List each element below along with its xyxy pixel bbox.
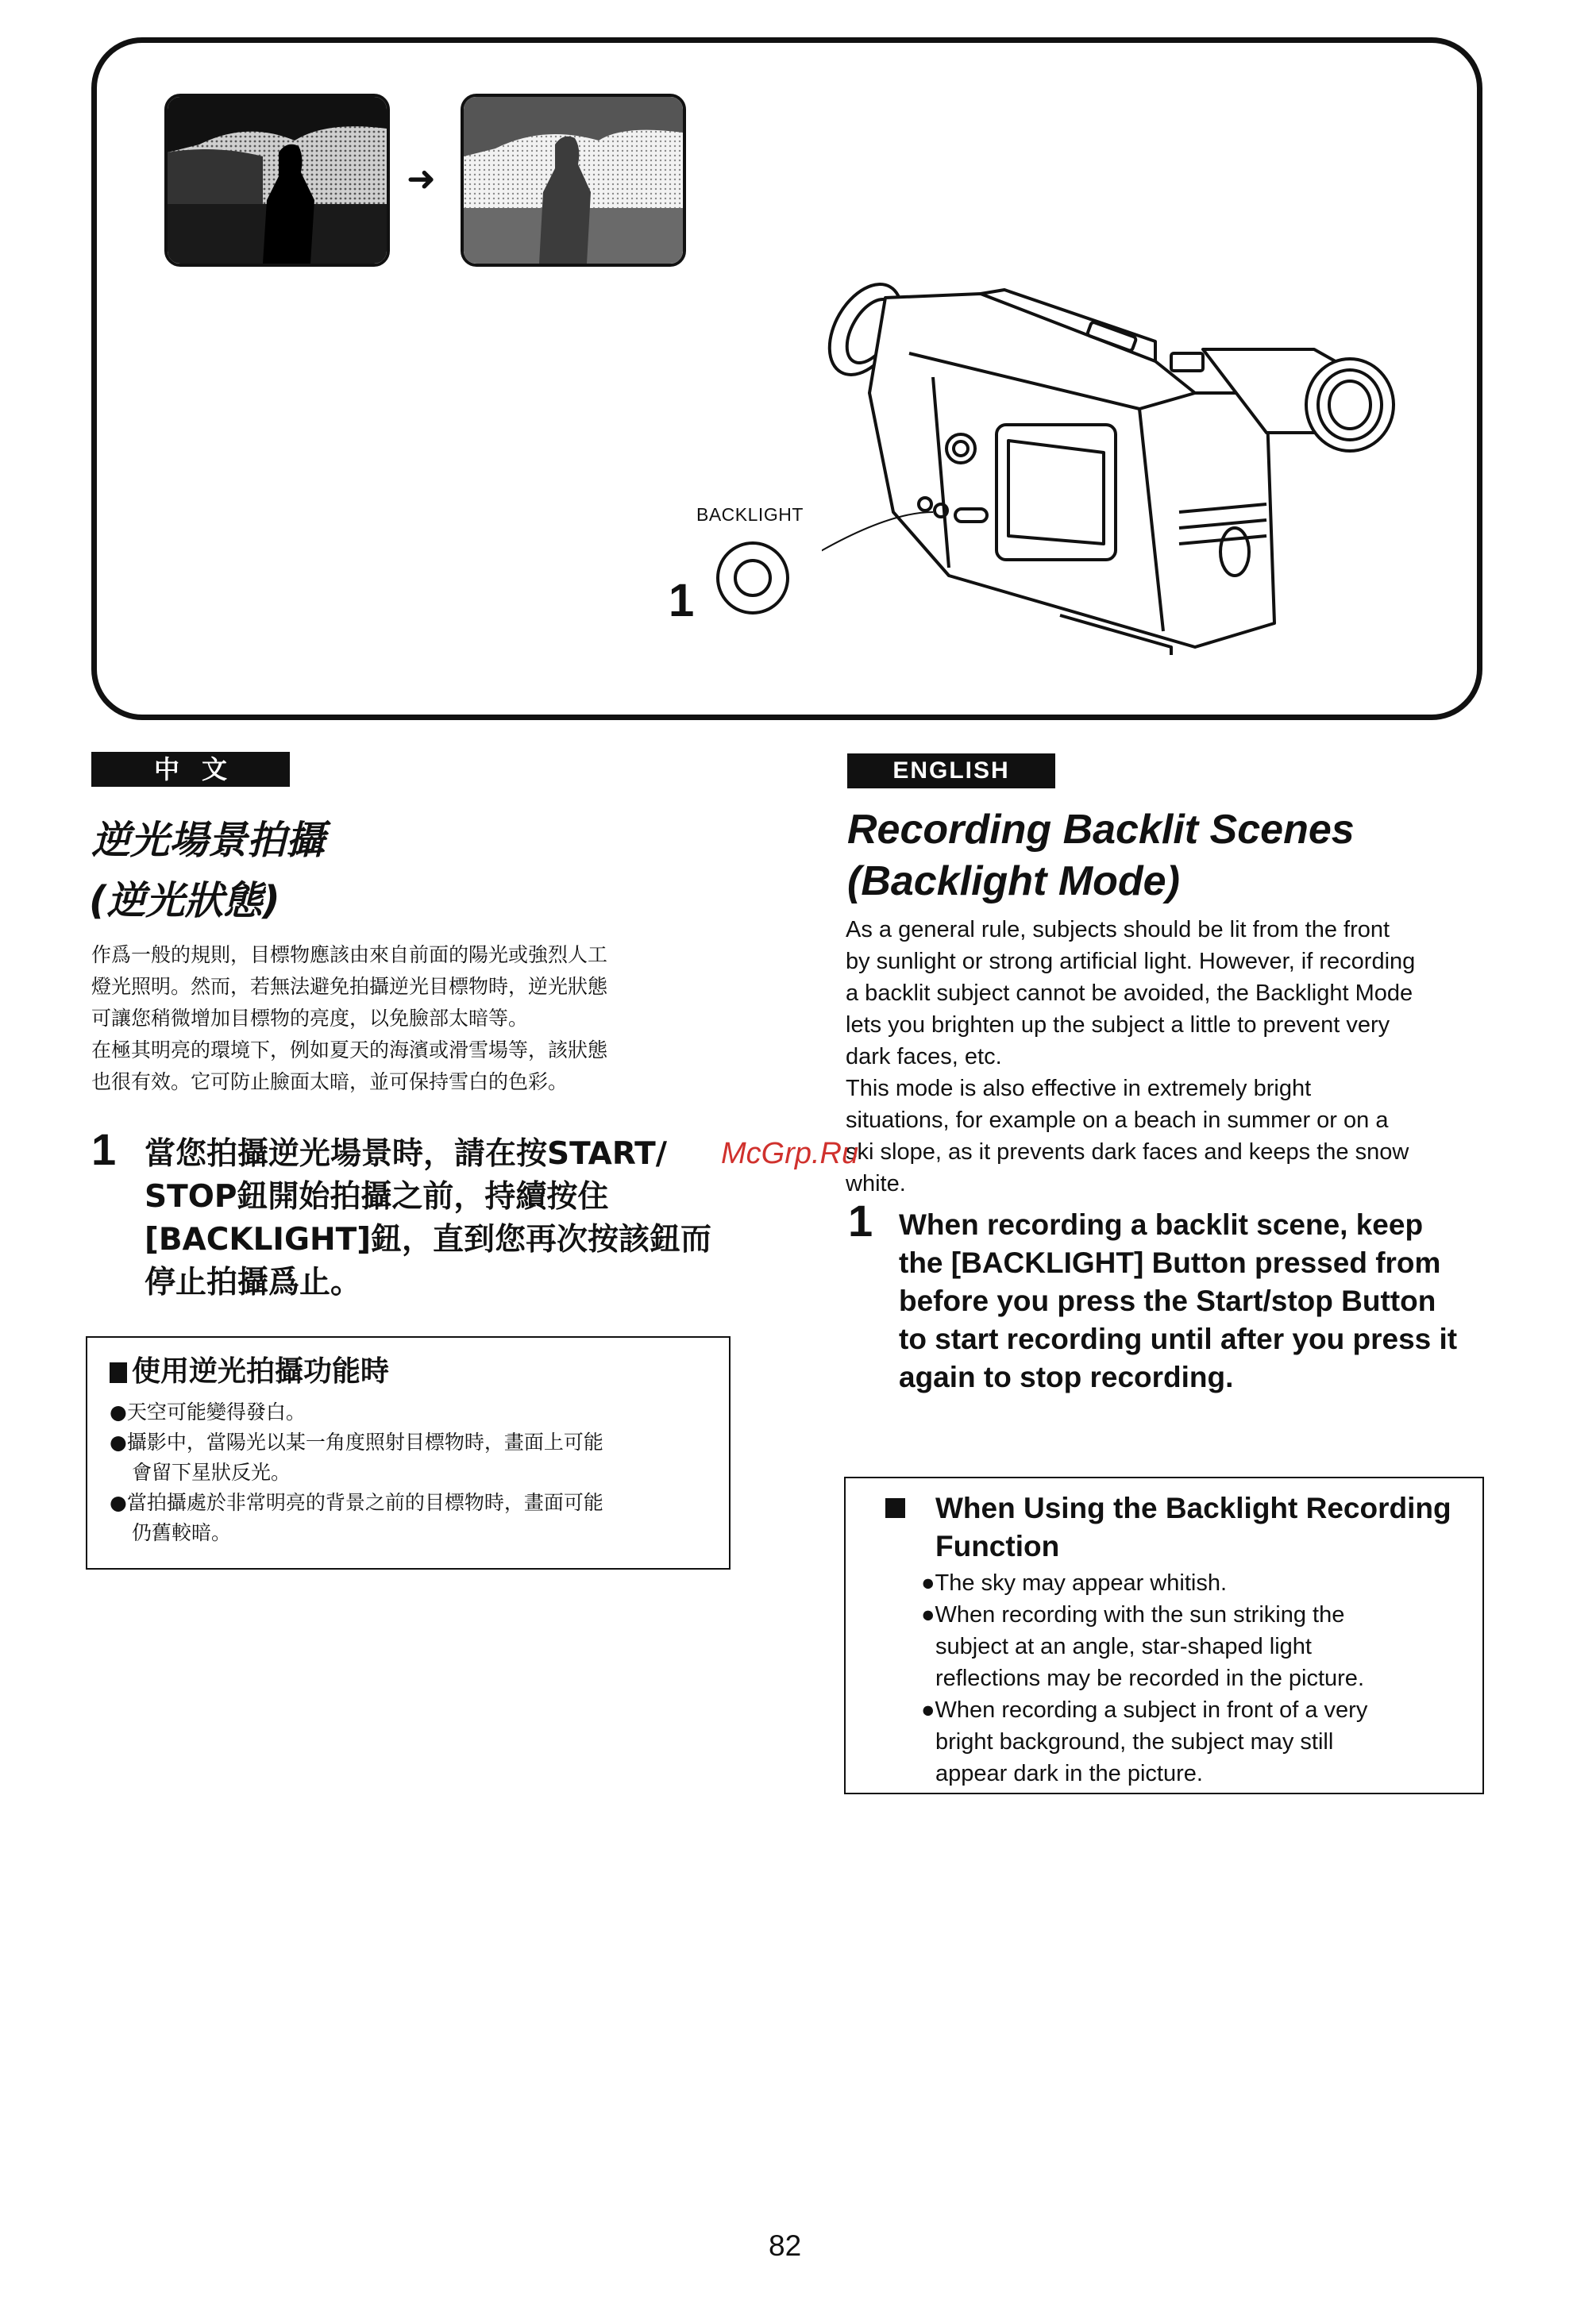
- english-intro-line: by sunlight or strong artificial light. However, if recording: [846, 949, 1416, 974]
- chinese-step-line: STOP鈕開始拍攝之前，持續按住: [145, 1179, 609, 1215]
- english-note-title-text: When Using the Backlight Recording Function: [935, 1492, 1451, 1562]
- english-note-line: ●When recording a subject in front of a very: [921, 1697, 1368, 1723]
- english-step-line: When recording a backlit scene, keep: [899, 1208, 1424, 1241]
- english-intro-line: a backlit subject cannot be avoided, the Backlight Mode: [846, 981, 1413, 1006]
- english-title-line1: Recording Backlit Scenes: [847, 807, 1355, 853]
- english-note-title: [885, 1489, 1482, 1566]
- chinese-note-line: 會留下星狀反光。: [132, 1461, 291, 1484]
- english-note-box: [844, 1477, 1484, 1794]
- english-note-line: subject at an angle, star-shaped light: [935, 1634, 1312, 1659]
- chinese-note-line: ●當拍攝處於非常明亮的背景之前的目標物時，畫面可能: [110, 1491, 603, 1514]
- language-badge-english: ENGLISH: [847, 753, 1055, 788]
- chinese-note-title: [110, 1349, 729, 1389]
- english-step-line: to start recording until after you press it: [899, 1323, 1458, 1355]
- english-step-line: again to stop recording.: [899, 1361, 1234, 1393]
- chinese-intro-line: 也很有效。它可防止臉面太暗，並可保持雪白的色彩。: [91, 1070, 569, 1093]
- chinese-step-line: 停止拍攝爲止。: [145, 1265, 362, 1300]
- english-intro-paragraph: [846, 914, 1497, 1200]
- english-note-line: ●The sky may appear whitish.: [921, 1570, 1228, 1596]
- chinese-note-box: [86, 1336, 731, 1570]
- english-note-item: [885, 1694, 1482, 1790]
- arrow-right-icon: ➜: [407, 160, 436, 198]
- chinese-note-title-text: 使用逆光拍攝功能時: [132, 1355, 390, 1388]
- photo-backlit-dark: [164, 94, 390, 267]
- chinese-title-line1: 逆光場景拍攝: [91, 818, 326, 863]
- chinese-intro-line: 在極其明亮的環境下，例如夏天的海濱或滑雪場等，該狀態: [91, 1038, 608, 1061]
- language-badge-chinese: 中文: [91, 752, 290, 787]
- square-bullet-icon: [110, 1362, 127, 1383]
- english-title-line2: (Backlight Mode): [847, 858, 1180, 904]
- english-note-item: [885, 1567, 1482, 1599]
- english-intro-line: ski slope, as it prevents dark faces and keeps the snow: [846, 1139, 1409, 1165]
- chinese-note-item: [110, 1488, 729, 1548]
- chinese-note-line: 仍舊較暗。: [132, 1521, 232, 1544]
- english-intro-line: dark faces, etc.: [846, 1044, 1002, 1069]
- english-note-line: reflections may be recorded in the picture.: [935, 1666, 1364, 1691]
- backlight-button-icon: [712, 537, 793, 618]
- chinese-note-item: [110, 1427, 729, 1488]
- chinese-step-number: 1: [91, 1124, 117, 1174]
- chinese-step-line: 當您拍攝逆光場景時，請在按START/: [145, 1136, 667, 1172]
- chinese-note-item: [110, 1397, 729, 1427]
- square-bullet-icon: [885, 1498, 905, 1518]
- english-note-line: ●When recording with the sun striking the: [921, 1602, 1345, 1628]
- figure-step-number: 1: [669, 575, 695, 626]
- chinese-title-line2: (逆光狀態): [89, 878, 280, 923]
- english-intro-line: lets you brighten up the subject a little to prevent very: [846, 1012, 1390, 1038]
- camcorder-illustration: [822, 274, 1409, 655]
- english-step-line: before you press the Start/stop Button: [899, 1285, 1436, 1317]
- english-step-number: 1: [848, 1196, 873, 1246]
- photo-backlit-brightened: [461, 94, 686, 267]
- english-note-item: [885, 1599, 1482, 1694]
- english-note-line: bright background, the subject may still: [935, 1729, 1334, 1755]
- chinese-step-text: [145, 1133, 732, 1304]
- chinese-intro-line: 可讓您稍微增加目標物的亮度，以免臉部太暗等。: [91, 1007, 529, 1030]
- english-intro-line: white.: [846, 1171, 906, 1196]
- page-number: 82: [769, 2229, 802, 2262]
- chinese-intro-line: 作爲一般的規則，目標物應該由來自前面的陽光或強烈人工: [91, 943, 608, 966]
- chinese-note-line: ●攝影中，當陽光以某一角度照射目標物時，畫面上可能: [110, 1431, 603, 1454]
- chinese-step-line: [BACKLIGHT]鈕，直到您再次按該鈕而: [145, 1222, 712, 1258]
- english-intro-line: This mode is also effective in extremely bright: [846, 1076, 1312, 1101]
- watermark-text: McGrp.Ru: [721, 1137, 859, 1170]
- english-note-line: appear dark in the picture.: [935, 1761, 1203, 1786]
- chinese-intro-line: 燈光照明。然而，若無法避免拍攝逆光目標物時，逆光狀態: [91, 975, 608, 998]
- chinese-note-line: ●天空可能變得發白。: [110, 1401, 306, 1424]
- chinese-intro-paragraph: [91, 939, 742, 1098]
- english-step-line: the [BACKLIGHT] Button pressed from: [899, 1246, 1441, 1279]
- english-intro-line: situations, for example on a beach in summer or on a: [846, 1108, 1389, 1133]
- english-intro-line: As a general rule, subjects should be lit from the front: [846, 917, 1390, 942]
- backlight-label: BACKLIGHT: [696, 504, 804, 525]
- english-step-text: [899, 1206, 1502, 1397]
